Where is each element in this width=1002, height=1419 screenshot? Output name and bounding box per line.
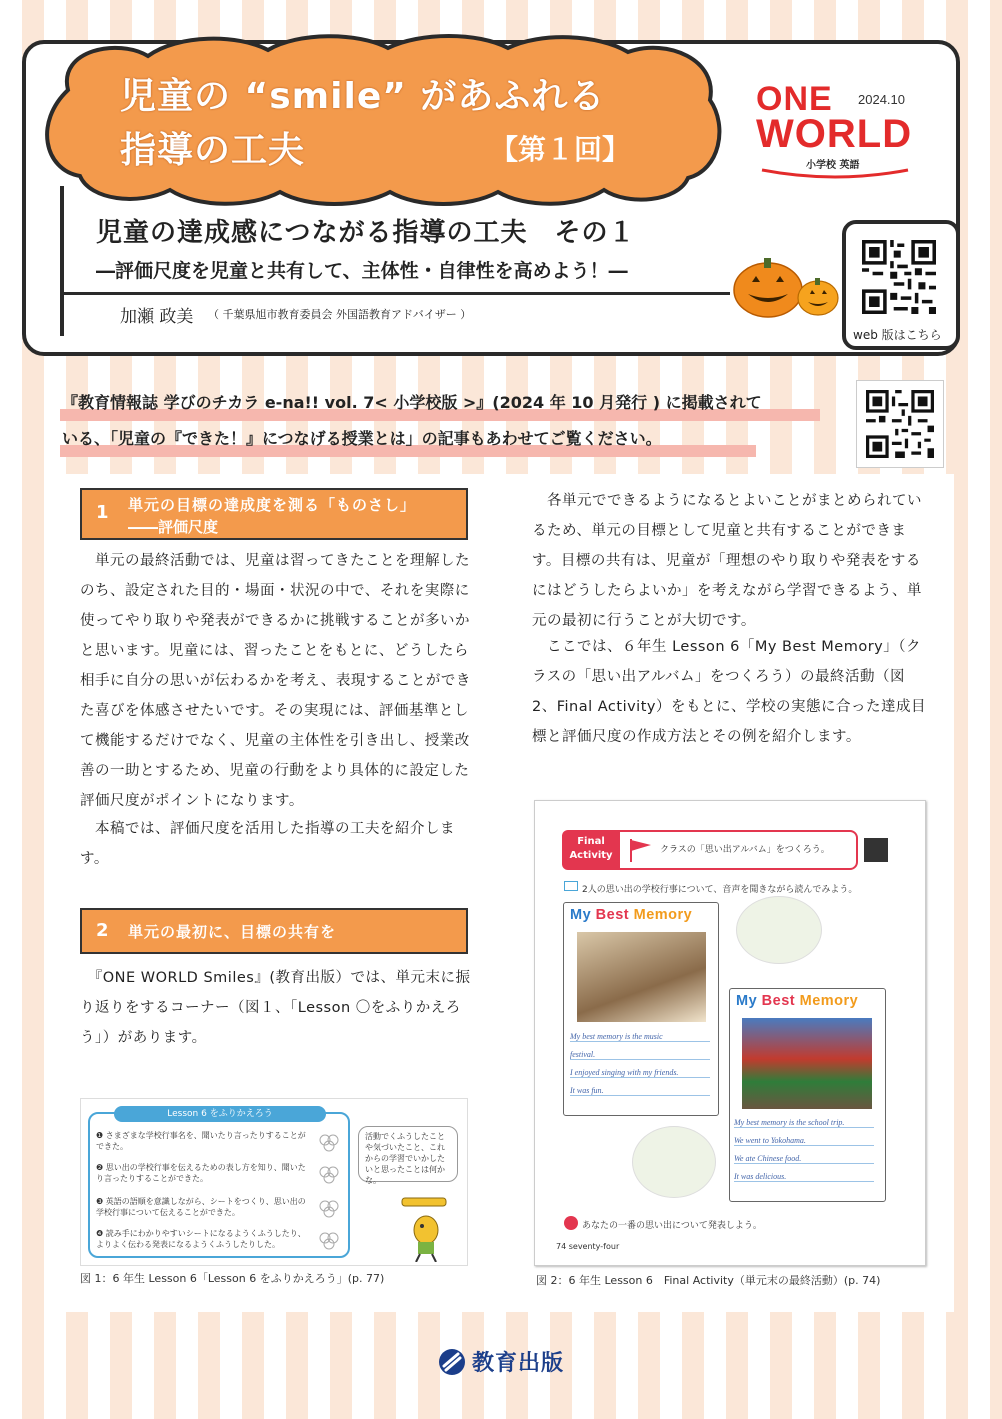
- section2-title: 単元の最初に、目標の共有を: [128, 923, 337, 941]
- card1-line: I enjoyed singing with my friends.: [570, 1068, 710, 1078]
- logo-one: ONE: [756, 80, 833, 118]
- notice-line2: いる、「児童の『できた！』につなげる授業とは」の記事もあわせてご覧ください。: [62, 429, 662, 448]
- choir-photo: [577, 932, 706, 1022]
- article-subtitle: ―評価尺度を児童と共有して、主体性・自律性を高めよう！―: [96, 260, 628, 282]
- book-icon: [564, 881, 578, 891]
- logo-subject: 小学校 英語: [806, 160, 860, 171]
- figure1-item: ❹ 読み手にわかりやすいシートになるようくふうしたり、よりよく伝わる発表になるようくふうしたりした。: [96, 1229, 306, 1249]
- card1-line: My best memory is the music: [570, 1032, 710, 1042]
- section1-paragraph1: 単元の最終活動では、児童は習ってきたことを理解したのち、設定された目的・場面・状況の中で、それを実際に使ってやり取りや発表ができるかに挑戦することが多いかと思います。児童には、習ったことをもとに、どうしたら相手に自分の思いが伝わるかを考え、表現することができた喜びを体感させたいです。その実現には、評価基準として機能するだけでなく、児童の主体性を引き出し、授業改善の一助とするため、児童の行動をより具体的に設定した評価尺度がポイントになります。: [80, 553, 471, 809]
- publisher-name: 教育出版: [472, 1351, 565, 1376]
- card2-line: We went to Yokohama.: [734, 1136, 874, 1146]
- title-word-best: Best: [595, 907, 634, 923]
- section2-number: 2: [96, 920, 109, 941]
- figure2-instruction: 2人の思い出の学校行事について、音声を聞きながら読んでみよう。: [582, 885, 858, 895]
- page-title-line1: 児童の “smile” があふれる: [120, 76, 606, 117]
- figure1-item: ❶ さまざまな学校行事名を、聞いたり言ったりすることができた。: [96, 1131, 306, 1151]
- figure1-header: Lesson 6 をふりかえろう: [114, 1106, 326, 1122]
- author-affiliation: （ 千葉県旭市教育委員会 外国語教育アドバイザー ）: [208, 308, 472, 321]
- figure1-caption: 図 1：6 年生 Lesson 6「Lesson 6 をふりかえろう」(p. 77): [80, 1272, 385, 1285]
- title-word-memory: Memory: [633, 907, 693, 923]
- title-word-my: My: [570, 907, 596, 923]
- memory-card-title: [736, 993, 858, 1009]
- flag-icon: [626, 836, 654, 864]
- qr-caption: web 版はこちら: [853, 328, 942, 342]
- figure1-item: ❸ 英語の語順を意識しながら、シートをつくり、思い出の学校行事について伝えることができた。: [96, 1197, 306, 1217]
- right-paragraph1: 各単元でできるようになるとよいことがまとめられているため、単元の目標として児童と共有することができます。目標の共有は、児童が「理想のやり取りや発表をするにはどうしたらよいか」を考えながら学習できるよう、単元の最初に行うことが大切です。: [532, 493, 922, 629]
- section1-title: 単元の目標の達成度を測る「ものさし」: [128, 496, 417, 514]
- speak-icon: [564, 1216, 578, 1230]
- qr-code-icon[interactable]: [864, 838, 888, 862]
- card2-line: It was delicious.: [734, 1172, 874, 1182]
- qr-code-icon[interactable]: [866, 390, 934, 458]
- memory-card-title: [570, 907, 692, 923]
- final-activity-tag: [562, 830, 620, 870]
- notice-line1: 『教育情報誌 学びのチカラ e-na!! vol. 7< 小学校版 >』(2024 年 10 月発行 ) に掲載されて: [62, 393, 762, 412]
- section1-paragraph2: 本稿では、評価尺度を活用した指導の工夫を紹介します。: [80, 821, 455, 867]
- pencil-character-illustration: [396, 1192, 456, 1262]
- title-word-memory: Memory: [799, 993, 859, 1009]
- card1-line: festival.: [570, 1050, 710, 1060]
- qr-code-icon[interactable]: [862, 240, 936, 314]
- section1-title-sub: ――評価尺度: [128, 518, 219, 536]
- issue-date: 2024.10: [858, 92, 905, 107]
- clover-icons: [314, 1128, 344, 1254]
- final-activity-task: クラスの「思い出アルバム」をつくろう。: [660, 845, 830, 855]
- title-word-best: Best: [761, 993, 800, 1009]
- author-name: 加瀬 政美: [120, 307, 194, 327]
- card2-line: My best memory is the school trip.: [734, 1118, 874, 1128]
- page-title-line2: 指導の工夫: [120, 130, 306, 171]
- series-label: 【第１回】: [490, 133, 631, 166]
- card1-line: It was fun.: [570, 1086, 710, 1096]
- final-activity-tag-line2: Activity: [569, 850, 613, 861]
- publisher-logo-icon: [438, 1348, 466, 1376]
- figure2-page-number: 74 seventy-four: [556, 1242, 620, 1251]
- figure1-bubble: 活動でくふうしたことや気づいたこと、これからの学習でいかしたいと思ったことは何かな。: [358, 1126, 458, 1182]
- pumpkin-illustration: [730, 250, 840, 320]
- section2-paragraph1: 『ONE WORLD Smiles』(教育出版）では、単元末に振り返りをするコーナー（図１、「Lesson 〇をふりかえろう」）があります。: [80, 970, 471, 1046]
- figure1-item: ❷ 思い出の学校行事を伝えるための表し方を知り、聞いたり言ったりすることができた。: [96, 1163, 306, 1183]
- logo-world: WORLD: [756, 112, 913, 156]
- music-room-illustration: [736, 896, 822, 964]
- figure2-footer-task: あなたの一番の思い出について発表しよう。: [582, 1221, 762, 1231]
- figure2-caption: 図 2：6 年生 Lesson 6 Final Activity（単元末の最終活動）(p. 74): [536, 1274, 881, 1287]
- card2-line: We ate Chinese food.: [734, 1154, 874, 1164]
- section1-number: 1: [96, 502, 109, 523]
- dinner-illustration: [632, 1126, 716, 1198]
- chinatown-gate-photo: [742, 1018, 872, 1109]
- logo-arc: [760, 168, 910, 182]
- article-title: 児童の達成感につながる指導の工夫 その１: [96, 218, 636, 248]
- right-paragraph2: ここでは、６年生 Lesson 6「My Best Memory」（クラスの「思い出アルバム」をつくろう）の最終活動（図 2、Final Activity）をもとに、学校の実態に合った達成目標と評価尺度の作成方法とその例を紹介します。: [532, 639, 926, 745]
- title-cloud: [28, 30, 730, 208]
- final-activity-tag-line1: Final: [577, 836, 605, 847]
- title-word-my: My: [736, 993, 762, 1009]
